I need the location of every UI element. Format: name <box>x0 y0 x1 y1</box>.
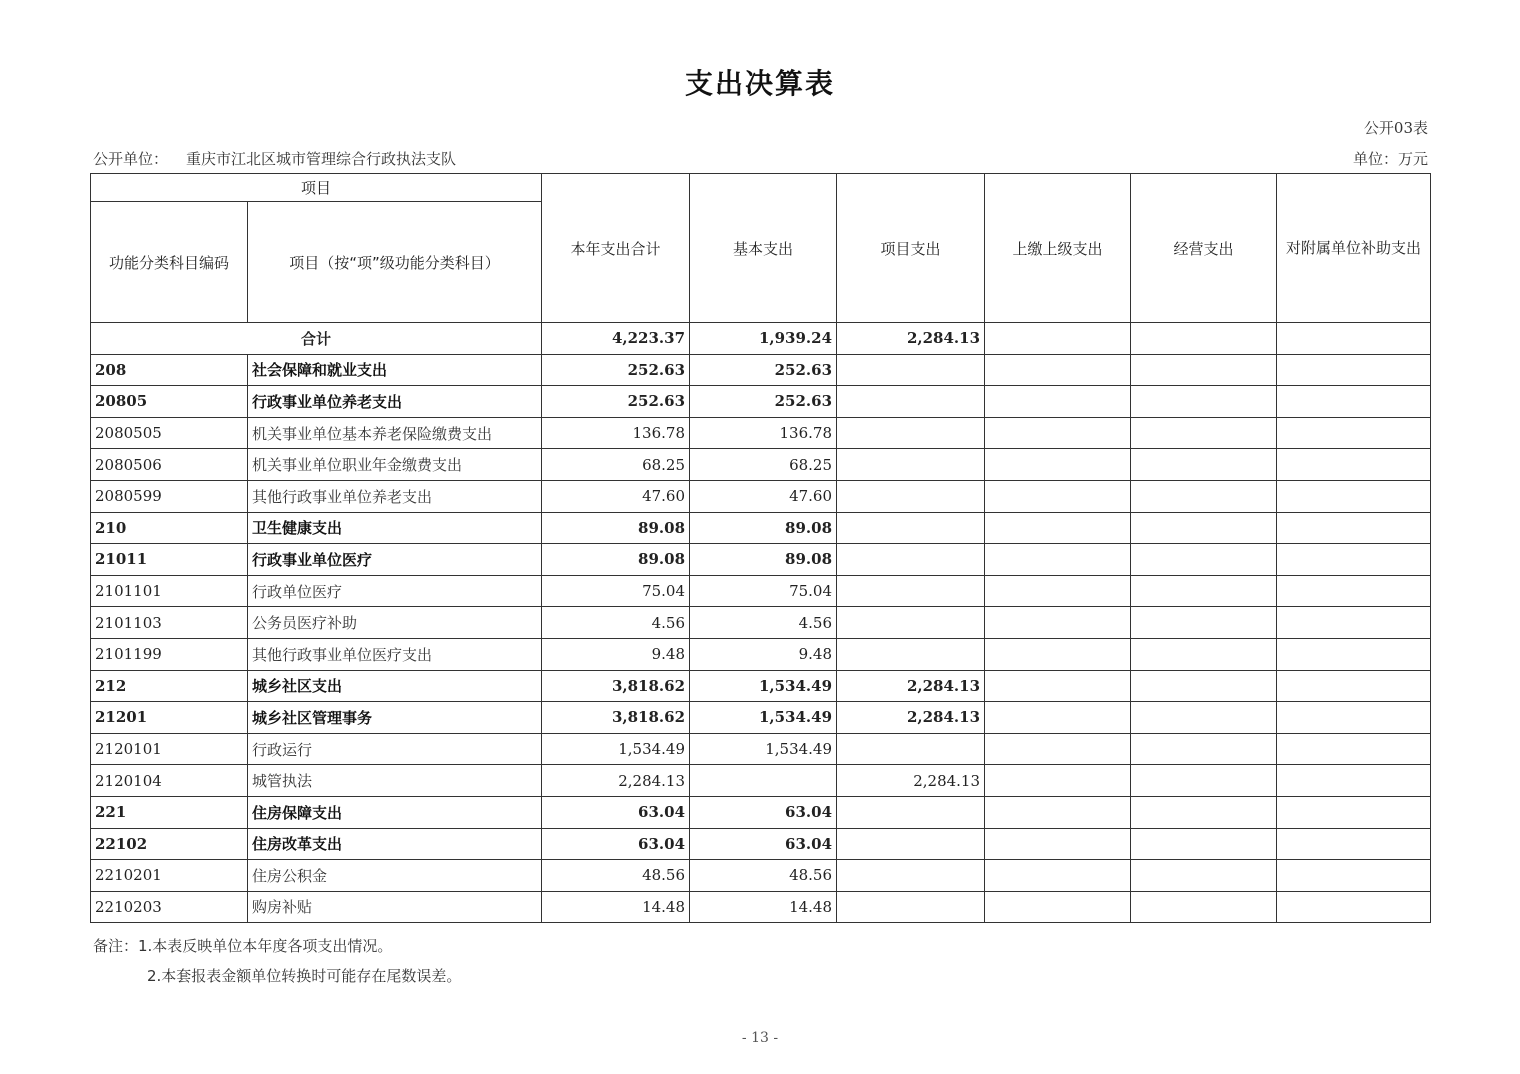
cell-total: 3,818.62 <box>542 702 690 734</box>
cell-subsidy <box>1277 575 1431 607</box>
cell-upper <box>985 702 1131 734</box>
cell-business <box>1131 733 1277 765</box>
reporting-unit-name: 重庆市江北区城市管理综合行政执法支队 <box>186 150 457 168</box>
cell-total: 63.04 <box>542 796 690 828</box>
cell-upper <box>985 765 1131 797</box>
cell-name: 机关事业单位基本养老保险缴费支出 <box>248 417 542 449</box>
cell-project <box>837 354 985 386</box>
cell-subsidy <box>1277 828 1431 860</box>
cell-code: 2101101 <box>91 575 248 607</box>
table-row <box>91 638 1431 670</box>
cell-subsidy <box>1277 354 1431 386</box>
cell-name: 行政事业单位医疗 <box>248 544 542 576</box>
cell-basic: 252.63 <box>690 354 837 386</box>
cell-total: 14.48 <box>542 891 690 923</box>
table-row <box>91 544 1431 576</box>
cell-project: 2,284.13 <box>837 765 985 797</box>
table-row <box>91 796 1431 828</box>
cell-upper <box>985 891 1131 923</box>
cell-project: 2,284.13 <box>837 702 985 734</box>
cell-name: 行政单位医疗 <box>248 575 542 607</box>
cell-upper <box>985 828 1131 860</box>
cell-upper <box>985 480 1131 512</box>
cell-code: 210 <box>91 512 248 544</box>
cell-business <box>1131 638 1277 670</box>
note-line-1: 备注：1.本表反映单位本年度各项支出情况。 <box>93 937 393 955</box>
cell-code: 21011 <box>91 544 248 576</box>
table-row <box>91 417 1431 449</box>
cell-upper <box>985 607 1131 639</box>
cell-basic: 252.63 <box>690 386 837 418</box>
table-row <box>91 733 1431 765</box>
cell-code: 2210201 <box>91 860 248 892</box>
page-title: 支出决算表 <box>684 67 835 100</box>
cell-project <box>837 575 985 607</box>
cell-basic: 1,534.49 <box>690 670 837 702</box>
cell-name: 购房补贴 <box>248 891 542 923</box>
cell-business <box>1131 544 1277 576</box>
table-row <box>91 386 1431 418</box>
table-row <box>91 354 1431 386</box>
cell-name: 社会保障和就业支出 <box>248 354 542 386</box>
header-subsidy: 对附属单位补助支出 <box>1277 174 1431 323</box>
amount-unit: 单位：万元 <box>1352 150 1428 168</box>
cell-basic: 63.04 <box>690 828 837 860</box>
cell-project <box>837 386 985 418</box>
notes <box>93 931 461 991</box>
cell-upper <box>985 386 1131 418</box>
cell-business <box>1131 796 1277 828</box>
table-row <box>91 765 1431 797</box>
cell-business <box>1131 575 1277 607</box>
table-row <box>91 480 1431 512</box>
cell-name: 住房改革支出 <box>248 828 542 860</box>
total-label: 合计 <box>91 323 542 355</box>
cell-business <box>1131 417 1277 449</box>
cell-basic: 9.48 <box>690 638 837 670</box>
cell-total: 68.25 <box>542 449 690 481</box>
cell-name: 住房保障支出 <box>248 796 542 828</box>
cell-project <box>837 860 985 892</box>
cell-business <box>1131 386 1277 418</box>
cell-name: 其他行政事业单位医疗支出 <box>248 638 542 670</box>
table-row <box>91 702 1431 734</box>
cell-subsidy <box>1277 891 1431 923</box>
cell-project <box>837 449 985 481</box>
cell-business <box>1131 449 1277 481</box>
cell-name: 其他行政事业单位养老支出 <box>248 480 542 512</box>
cell-subsidy <box>1277 670 1431 702</box>
cell-upper <box>985 860 1131 892</box>
cell-name: 住房公积金 <box>248 860 542 892</box>
cell-name: 公务员医疗补助 <box>248 607 542 639</box>
cell-business <box>1131 607 1277 639</box>
cell-project <box>837 607 985 639</box>
cell-name: 机关事业单位职业年金缴费支出 <box>248 449 542 481</box>
cell-subsidy <box>1277 638 1431 670</box>
table-row <box>91 670 1431 702</box>
reporting-unit <box>93 148 456 169</box>
table-row <box>91 828 1431 860</box>
table-row <box>91 449 1431 481</box>
cell-total: 136.78 <box>542 417 690 449</box>
cell-basic: 89.08 <box>690 544 837 576</box>
total-cell-subsidy <box>1277 323 1431 355</box>
table-row <box>91 512 1431 544</box>
cell-basic: 1,534.49 <box>690 733 837 765</box>
cell-project <box>837 544 985 576</box>
cell-subsidy <box>1277 449 1431 481</box>
cell-code: 2120101 <box>91 733 248 765</box>
cell-name: 城乡社区支出 <box>248 670 542 702</box>
cell-subsidy <box>1277 860 1431 892</box>
cell-subsidy <box>1277 765 1431 797</box>
cell-total: 252.63 <box>542 354 690 386</box>
expenditure-table <box>90 173 1431 923</box>
cell-upper <box>985 638 1131 670</box>
cell-total: 89.08 <box>542 512 690 544</box>
cell-subsidy <box>1277 512 1431 544</box>
table-row <box>91 575 1431 607</box>
cell-business <box>1131 480 1277 512</box>
cell-business <box>1131 512 1277 544</box>
cell-basic: 4.56 <box>690 607 837 639</box>
cell-project <box>837 796 985 828</box>
header-total: 本年支出合计 <box>542 174 690 323</box>
cell-code: 2101103 <box>91 607 248 639</box>
cell-code: 2080599 <box>91 480 248 512</box>
cell-total: 48.56 <box>542 860 690 892</box>
cell-total: 4.56 <box>542 607 690 639</box>
header-row-1 <box>91 174 1431 202</box>
cell-upper <box>985 575 1131 607</box>
header-upper-level: 上缴上级支出 <box>985 174 1131 323</box>
cell-subsidy <box>1277 607 1431 639</box>
total-cell-business <box>1131 323 1277 355</box>
cell-total: 2,284.13 <box>542 765 690 797</box>
cell-project <box>837 828 985 860</box>
cell-subsidy <box>1277 733 1431 765</box>
table-number: 公开03表 <box>1363 119 1428 137</box>
cell-code: 221 <box>91 796 248 828</box>
cell-basic <box>690 765 837 797</box>
cell-code: 21201 <box>91 702 248 734</box>
cell-code: 2080506 <box>91 449 248 481</box>
cell-basic: 14.48 <box>690 891 837 923</box>
cell-total: 47.60 <box>542 480 690 512</box>
total-row <box>91 323 1431 355</box>
cell-basic: 68.25 <box>690 449 837 481</box>
cell-basic: 48.56 <box>690 860 837 892</box>
cell-project <box>837 480 985 512</box>
cell-basic: 136.78 <box>690 417 837 449</box>
cell-project <box>837 891 985 923</box>
header-func-code: 功能分类科目编码 <box>91 202 248 323</box>
cell-upper <box>985 733 1131 765</box>
cell-basic: 1,534.49 <box>690 702 837 734</box>
page-number: - 13 - <box>741 1030 779 1046</box>
total-cell-basic: 1,939.24 <box>690 323 837 355</box>
cell-project <box>837 733 985 765</box>
cell-project: 2,284.13 <box>837 670 985 702</box>
cell-code: 2101199 <box>91 638 248 670</box>
cell-subsidy <box>1277 480 1431 512</box>
cell-upper <box>985 796 1131 828</box>
cell-project <box>837 638 985 670</box>
cell-code: 22102 <box>91 828 248 860</box>
header-func-name: 项目（按“项”级功能分类科目） <box>248 202 542 323</box>
cell-basic: 75.04 <box>690 575 837 607</box>
cell-code: 212 <box>91 670 248 702</box>
cell-basic: 89.08 <box>690 512 837 544</box>
header-basic: 基本支出 <box>690 174 837 323</box>
cell-code: 20805 <box>91 386 248 418</box>
cell-upper <box>985 512 1131 544</box>
cell-name: 城管执法 <box>248 765 542 797</box>
header-project: 项目 <box>91 174 542 202</box>
cell-upper <box>985 544 1131 576</box>
cell-upper <box>985 354 1131 386</box>
cell-subsidy <box>1277 544 1431 576</box>
header-project-expense: 项目支出 <box>837 174 985 323</box>
cell-total: 252.63 <box>542 386 690 418</box>
cell-business <box>1131 670 1277 702</box>
cell-upper <box>985 449 1131 481</box>
cell-code: 2080505 <box>91 417 248 449</box>
cell-upper <box>985 670 1131 702</box>
note-line-2: 2.本套报表金额单位转换时可能存在尾数误差。 <box>147 967 462 985</box>
total-cell-project: 2,284.13 <box>837 323 985 355</box>
cell-name: 行政运行 <box>248 733 542 765</box>
cell-business <box>1131 765 1277 797</box>
cell-total: 3,818.62 <box>542 670 690 702</box>
table-row <box>91 607 1431 639</box>
cell-total: 63.04 <box>542 828 690 860</box>
total-cell-total: 4,223.37 <box>542 323 690 355</box>
cell-subsidy <box>1277 417 1431 449</box>
cell-total: 1,534.49 <box>542 733 690 765</box>
cell-business <box>1131 828 1277 860</box>
cell-name: 卫生健康支出 <box>248 512 542 544</box>
cell-business <box>1131 702 1277 734</box>
cell-total: 89.08 <box>542 544 690 576</box>
cell-project <box>837 417 985 449</box>
cell-code: 2210203 <box>91 891 248 923</box>
total-cell-upper <box>985 323 1131 355</box>
cell-business <box>1131 860 1277 892</box>
cell-name: 行政事业单位养老支出 <box>248 386 542 418</box>
cell-upper <box>985 417 1131 449</box>
cell-total: 75.04 <box>542 575 690 607</box>
reporting-unit-label: 公开单位： <box>93 150 169 168</box>
cell-subsidy <box>1277 386 1431 418</box>
cell-project <box>837 512 985 544</box>
header-business: 经营支出 <box>1131 174 1277 323</box>
cell-total: 9.48 <box>542 638 690 670</box>
cell-subsidy <box>1277 796 1431 828</box>
cell-subsidy <box>1277 702 1431 734</box>
table-row <box>91 891 1431 923</box>
cell-code: 208 <box>91 354 248 386</box>
cell-name: 城乡社区管理事务 <box>248 702 542 734</box>
table-row <box>91 860 1431 892</box>
cell-business <box>1131 354 1277 386</box>
cell-basic: 47.60 <box>690 480 837 512</box>
cell-code: 2120104 <box>91 765 248 797</box>
cell-business <box>1131 891 1277 923</box>
cell-basic: 63.04 <box>690 796 837 828</box>
